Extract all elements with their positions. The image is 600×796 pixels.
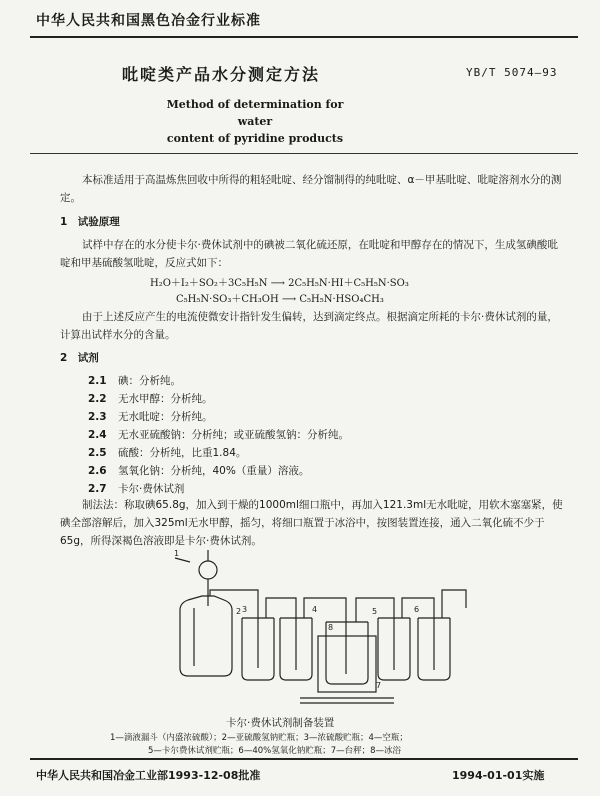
- reaction-equation-2: C₅H₅N·SO₃＋CH₃OH ⟶ C₅H₅N·HSO₄CH₃: [176, 294, 384, 305]
- document-title: 吡啶类产品水分测定方法: [122, 65, 321, 84]
- figure-label-4: 4: [312, 605, 318, 614]
- figure-label-8: 8: [328, 623, 334, 632]
- footer-rule: [30, 758, 578, 760]
- english-title-line1: Method of determination for water: [166, 98, 344, 128]
- figure-label-3: 3: [242, 605, 248, 614]
- endpoint-paragraph: 由于上述反应产生的电流使微安计指针发生偏转，达到滴定终点。根据滴定所耗的卡尔·费休试剂的量，计算出试样水分的含量。: [60, 311, 558, 341]
- standard-code: YB/T 5074—93: [466, 66, 558, 79]
- figure-label-6: 6: [414, 605, 420, 614]
- figure-label-5: 5: [372, 607, 378, 616]
- reagent-item: 2.2 无水甲醇：分析纯。: [88, 393, 213, 405]
- reaction-equation-1: H₂O＋I₂＋SO₂＋3C₅H₅N ⟶ 2C₅H₅N·HI＋C₅H₅N·SO₃: [150, 278, 409, 289]
- figure-legend-line2: 5—卡尔费休试剂贮瓶；6—40%氢氧化钠贮瓶；7—台秤；8—冰浴: [148, 746, 402, 756]
- reservoir-bottle: [180, 596, 232, 676]
- figure-label-7: 7: [376, 681, 382, 690]
- figure-label-2: 2: [236, 607, 242, 616]
- figure-caption: 卡尔·费休试剂制备装置: [226, 717, 335, 729]
- section-2-heading: 2 试剂: [60, 352, 99, 364]
- reagent-item: 2.3 无水吡啶：分析纯。: [88, 411, 213, 423]
- approval-line: 中华人民共和国冶金工业部1993-12-08批准: [36, 769, 261, 782]
- principle-paragraph: 试样中存在的水分使卡尔·费休试剂中的碘被二氧化硫还原，在吡啶和甲醇存在的情况下，生成氢碘酸吡啶和甲基硫酸氢吡啶，反应式如下：: [60, 239, 558, 269]
- figure-label-1: 1: [174, 549, 180, 558]
- standard-org-header: 中华人民共和国黑色冶金行业标准: [36, 13, 261, 29]
- ice-bath-and-scale: [300, 636, 394, 703]
- reagent-preparation-paragraph: 制法法：称取碘65.8g，加入到干燥的1000ml细口瓶中，再加入121.3ml无水吡啶，用软木塞塞紧，使碘全部溶解后，加入325ml无水甲醇，摇匀，将细口瓶置于冰浴中，按图装置连接，通入二氧化硫不少于65g，所得深褐色溶液即是卡尔·费休试剂。: [60, 499, 563, 547]
- title-separator: [30, 153, 578, 154]
- section-1-heading: 1 试验原理: [60, 216, 120, 228]
- connecting-tubes: [210, 590, 466, 674]
- reagent-item: 2.6 氢氧化钠：分析纯，40%（重量）溶液。: [88, 465, 310, 477]
- english-title-line2: content of pyridine products: [166, 132, 344, 145]
- english-title: [150, 96, 360, 147]
- reagent-item: 2.1 碘：分析纯。: [88, 375, 181, 387]
- figure-legend-line1: 1—滴液漏斗（内盛浓硫酸）；2—亚硫酸氢钠贮瓶；3—浓硫酸贮瓶；4—空瓶；: [110, 733, 408, 743]
- reagent-item: 2.7 卡尔·费休试剂: [88, 483, 185, 495]
- header-rule: [30, 36, 578, 38]
- effective-date: 1994-01-01实施: [452, 769, 545, 782]
- reagent-item: 2.4 无水亚硫酸钠：分析纯；或亚硫酸氢钠：分析纯。: [88, 429, 349, 441]
- reagent-item: 2.5 硫酸：分析纯，比重1.84。: [88, 447, 247, 459]
- apparatus-diagram: [150, 548, 480, 708]
- scope-paragraph: 本标准适用于高温炼焦回收中所得的粗轻吡啶、经分馏制得的纯吡啶、α－甲基吡啶、吡啶溶剂水分的测定。: [60, 174, 562, 204]
